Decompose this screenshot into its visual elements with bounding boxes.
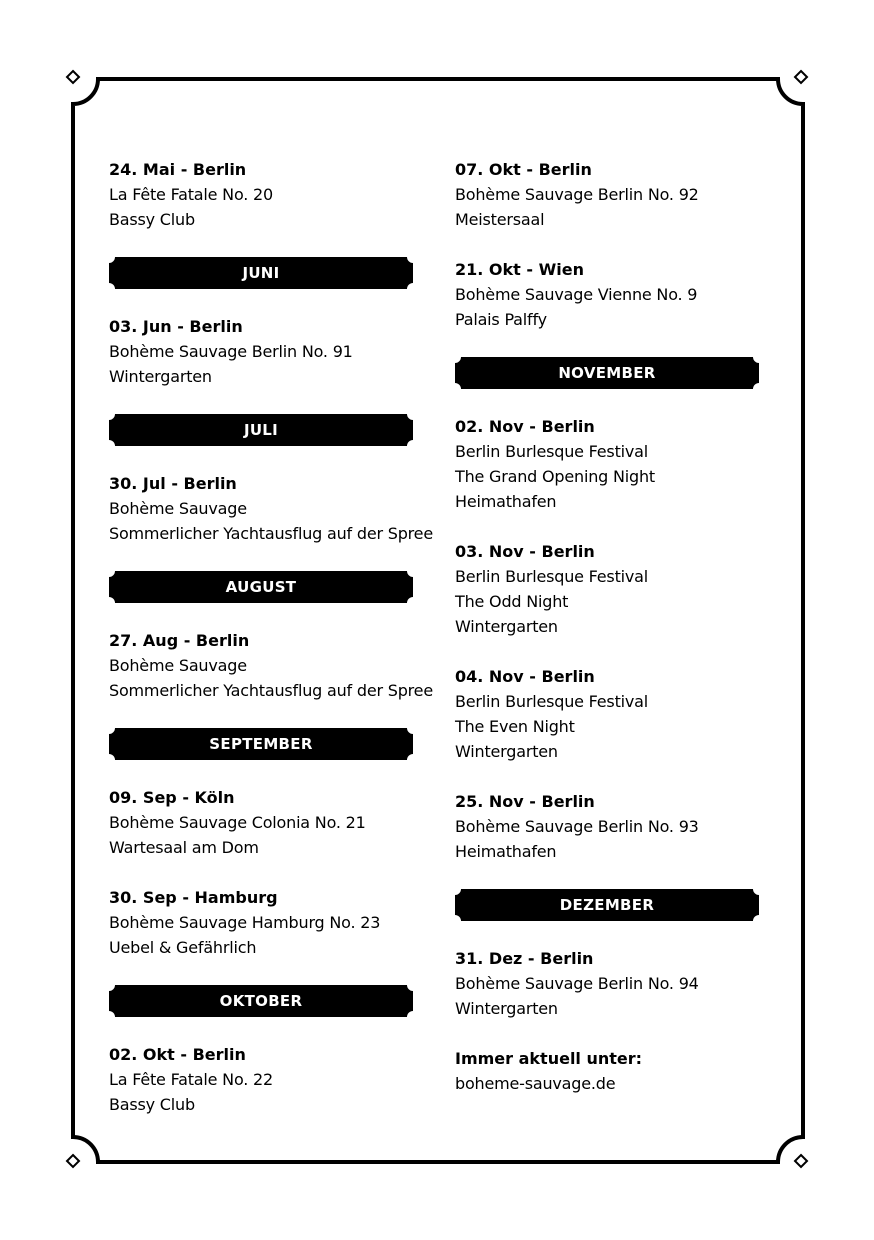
event-title: 27. Aug - Berlin xyxy=(109,631,250,650)
event-title: 07. Okt - Berlin xyxy=(455,160,592,179)
event-entry xyxy=(455,157,765,232)
event-detail: Bohème Sauvage Berlin No. 94 xyxy=(455,974,699,993)
event-detail: Berlin Burlesque Festival xyxy=(455,442,649,461)
event-entry xyxy=(109,885,419,960)
event-detail: Bassy Club xyxy=(109,1095,195,1114)
month-label: JULI xyxy=(243,421,279,439)
month-header xyxy=(109,985,413,1017)
corner-ornament-top-left xyxy=(67,71,79,83)
event-detail: La Fête Fatale No. 20 xyxy=(109,185,273,204)
event-title: 03. Nov - Berlin xyxy=(455,542,595,561)
event-title: 30. Sep - Hamburg xyxy=(109,888,278,907)
event-title: 30. Jul - Berlin xyxy=(109,474,237,493)
month-label: NOVEMBER xyxy=(558,364,656,382)
event-entry xyxy=(455,539,765,639)
event-entry xyxy=(109,314,419,389)
corner-ornament-bottom-right xyxy=(795,1155,807,1167)
event-title: 02. Okt - Berlin xyxy=(109,1045,246,1064)
corner-ornament-bottom-left xyxy=(67,1155,79,1167)
corner-ornament-top-right xyxy=(795,71,807,83)
event-detail: Uebel & Gefährlich xyxy=(109,938,257,957)
event-entry xyxy=(109,471,433,546)
event-detail: Bohème Sauvage Berlin No. 91 xyxy=(109,342,353,361)
event-detail: Wintergarten xyxy=(455,617,558,636)
event-detail: Berlin Burlesque Festival xyxy=(455,692,649,711)
event-detail: Bohème Sauvage Berlin No. 92 xyxy=(455,185,699,204)
month-header xyxy=(109,257,413,289)
event-entry xyxy=(109,628,433,703)
month-header xyxy=(455,357,759,389)
event-entry xyxy=(109,157,419,232)
event-detail: Wartesaal am Dom xyxy=(109,838,259,857)
event-detail: Sommerlicher Yachtausflug auf der Spree xyxy=(109,524,433,543)
event-entry xyxy=(455,1046,765,1096)
month-label: DEZEMBER xyxy=(559,896,655,914)
month-label: AUGUST xyxy=(225,578,297,596)
event-detail: The Even Night xyxy=(455,717,575,736)
month-header xyxy=(455,889,759,921)
event-detail: Palais Palffy xyxy=(455,310,547,329)
event-detail: The Odd Night xyxy=(455,592,569,611)
event-title: 03. Jun - Berlin xyxy=(109,317,243,336)
event-detail: Wintergarten xyxy=(455,999,558,1018)
event-detail: Sommerlicher Yachtausflug auf der Spree xyxy=(109,681,433,700)
month-label: SEPTEMBER xyxy=(209,735,313,753)
event-detail: La Fête Fatale No. 22 xyxy=(109,1070,273,1089)
event-detail: The Grand Opening Night xyxy=(455,467,655,486)
event-detail: boheme-sauvage.de xyxy=(455,1074,616,1093)
event-detail: Meistersaal xyxy=(455,210,545,229)
event-title: 24. Mai - Berlin xyxy=(109,160,247,179)
month-header xyxy=(109,728,413,760)
event-title: 02. Nov - Berlin xyxy=(455,417,595,436)
event-detail: Bohème Sauvage Hamburg No. 23 xyxy=(109,913,381,932)
event-title: 09. Sep - Köln xyxy=(109,788,235,807)
month-header xyxy=(109,571,413,603)
event-entry xyxy=(455,257,765,332)
event-detail: Bohème Sauvage Berlin No. 93 xyxy=(455,817,699,836)
event-entry xyxy=(109,1042,419,1117)
month-label: JUNI xyxy=(242,264,280,282)
event-detail: Heimathafen xyxy=(455,842,557,861)
event-entry xyxy=(109,785,419,860)
event-detail: Bohème Sauvage xyxy=(109,499,247,518)
event-detail: Heimathafen xyxy=(455,492,557,511)
event-detail: Bassy Club xyxy=(109,210,195,229)
event-title: 04. Nov - Berlin xyxy=(455,667,595,686)
event-title: 25. Nov - Berlin xyxy=(455,792,595,811)
event-title: Immer aktuell unter: xyxy=(455,1049,643,1068)
event-entry xyxy=(455,414,765,514)
event-title: 31. Dez - Berlin xyxy=(455,949,594,968)
event-detail: Berlin Burlesque Festival xyxy=(455,567,649,586)
event-entry xyxy=(455,664,765,764)
month-header xyxy=(109,414,413,446)
right-column xyxy=(455,157,765,1121)
event-detail: Wintergarten xyxy=(455,742,558,761)
event-detail: Wintergarten xyxy=(109,367,212,386)
event-title: 21. Okt - Wien xyxy=(455,260,584,279)
month-label: OKTOBER xyxy=(219,992,303,1010)
event-detail: Bohème Sauvage Vienne No. 9 xyxy=(455,285,698,304)
event-entry xyxy=(455,789,765,864)
event-entry xyxy=(455,946,765,1021)
event-detail: Bohème Sauvage xyxy=(109,656,247,675)
event-detail: Bohème Sauvage Colonia No. 21 xyxy=(109,813,366,832)
left-column xyxy=(109,157,433,1142)
